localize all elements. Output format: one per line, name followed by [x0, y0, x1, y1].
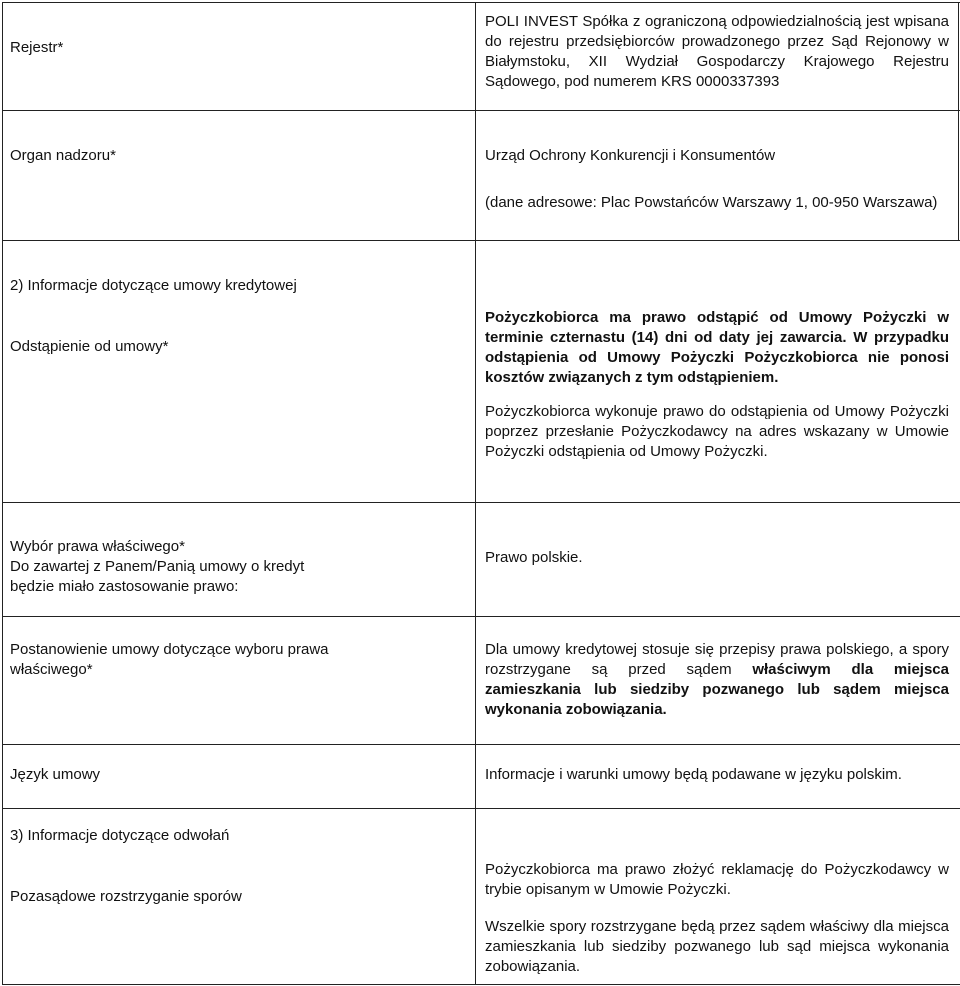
odstapienie-label: Odstąpienie od umowy* — [10, 338, 169, 355]
row-divider — [2, 502, 960, 503]
odstapienie-text-b: W przypadku odstąpienia od Umowy Pożyczki Pożyczkobiorca nie ponosi kosztów związanych z tym odstąpieniem. — [485, 329, 949, 386]
wybor-prawa-description: Do zawartej z Panem/Panią umowy o kredyt będzie miało zastosowanie prawo: — [10, 558, 305, 595]
wybor-prawa-label — [10, 537, 360, 597]
odstapienie-text-a: Pożyczkobiorca ma prawo odstąpić od Umowy Pożyczki w terminie czternastu (14) dni od daty jej zawarcia. — [485, 309, 949, 346]
row-divider — [2, 240, 960, 241]
postanowienie-label: Postanowienie umowy dotyczące wyboru prawa właściwego* — [10, 641, 329, 678]
rejestr-text: POLI INVEST Spółka z ograniczoną odpowiedzialnością jest wpisana do rejestru przedsiębiorców prowadzonego przez Sąd Rejonowy w Białymstoku, XII Wydział Gospodarczy Krajowego Rejestru Sądowego, pod numerem KRS 0000337393 — [485, 13, 949, 90]
row-divider — [2, 616, 960, 617]
organ-nadzoru-label: Organ nadzoru* — [10, 147, 116, 164]
pozasadowe-label: Pozasądowe rozstrzyganie sporów — [10, 888, 242, 905]
wybor-prawa-value: Prawo polskie. — [485, 549, 583, 566]
postanowienie-text-b: właściwym dla miejsca zamieszkania lub siedziby pozwanego lub sądem miejsca wykonania zobowiązania. — [485, 661, 949, 718]
table-border-top — [2, 2, 960, 3]
postanowienie-text-a: Dla umowy kredytowej stosuje się przepisy prawa polskiego, a spory rozstrzygane są przed sądem — [485, 641, 949, 678]
row-divider — [2, 744, 960, 745]
pozasadowe-paragraph-1: Pożyczkobiorca ma prawo złożyć reklamację do Pożyczkodawcy w trybie opisanym w Umowie Pożyczki. — [485, 861, 949, 898]
column-divider — [475, 2, 476, 984]
organ-nadzoru-name: Urząd Ochrony Konkurencji i Konsumentów — [485, 147, 776, 164]
row-divider — [2, 808, 960, 809]
table-border-right — [958, 2, 959, 240]
table-border-left — [2, 2, 3, 984]
pozasadowe-paragraph-2: Wszelkie spory rozstrzygane będą przez sądem właściwy dla miejsca zamieszkania lub siedziby pozwanego lub sąd miejsca wykonania zobowiązania. — [485, 918, 949, 975]
odstapienie-paragraph-1 — [485, 308, 949, 388]
odstapienie-paragraph-2: Pożyczkobiorca wykonuje prawo do odstąpienia od Umowy Pożyczki poprzez przesłanie Pożyczkodawcy na adres wskazany w Umowie Pożyczki odstąpienia od Umowy Pożyczki. — [485, 403, 949, 460]
organ-nadzoru-address: (dane adresowe: Plac Powstańców Warszawy 1, 00-950 Warszawa) — [485, 194, 938, 211]
section-2-heading: 2) Informacje dotyczące umowy kredytowej — [10, 277, 297, 294]
postanowienie-text — [485, 640, 949, 720]
jezyk-umowy-text: Informacje i warunki umowy będą podawane w języku polskim. — [485, 766, 902, 783]
section-3-heading: 3) Informacje dotyczące odwołań — [10, 827, 230, 844]
wybor-prawa-title: Wybór prawa właściwego* — [10, 538, 185, 555]
table-border-bottom — [2, 984, 960, 985]
jezyk-umowy-label: Język umowy — [10, 766, 101, 783]
row-divider — [2, 110, 960, 111]
rejestr-label: Rejestr* — [10, 39, 64, 56]
